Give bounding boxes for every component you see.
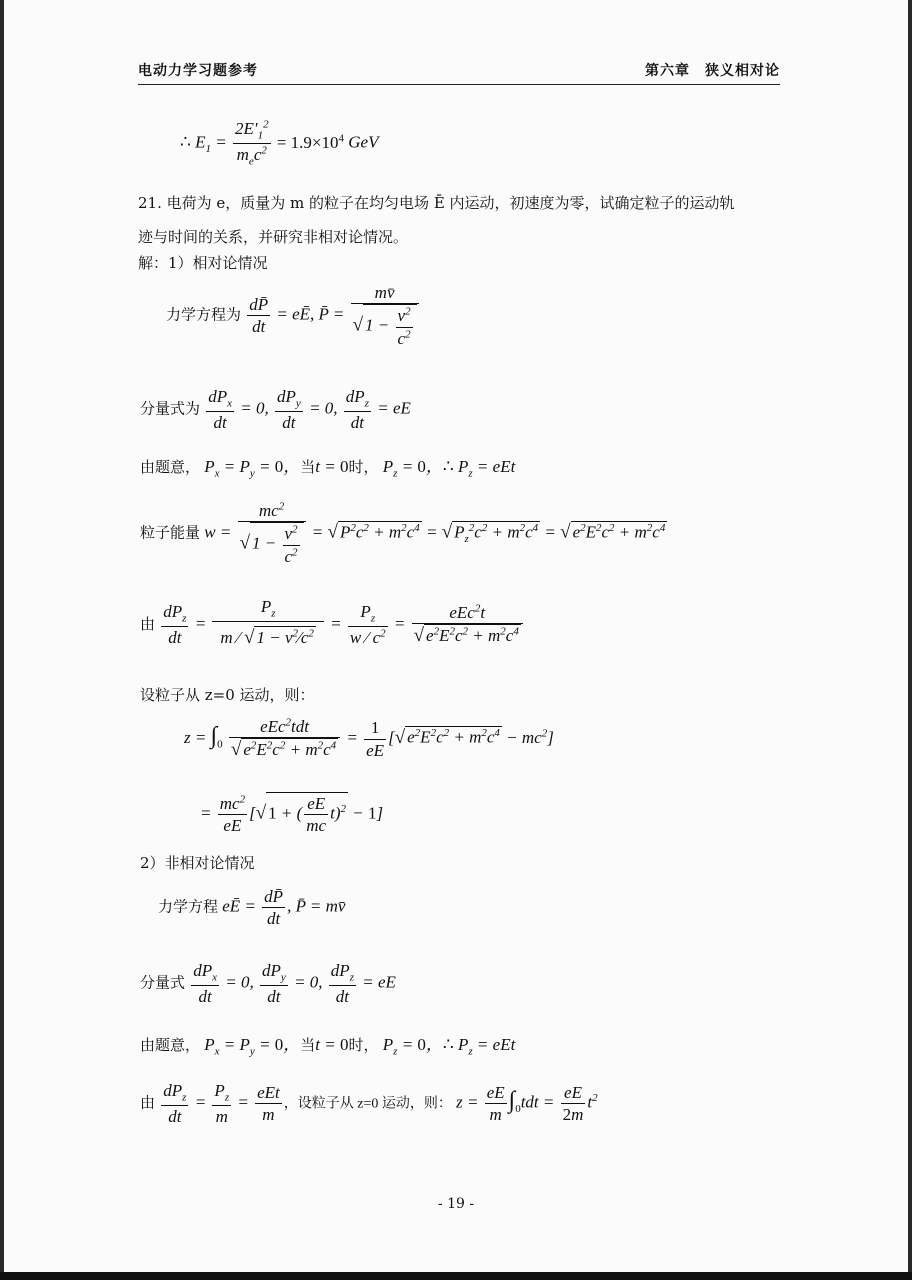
problem-statement-line1 [138,192,735,213]
label-nr-when: 当 [300,1038,316,1054]
eq-e1-result: ∴ $E_1$ = $\frac{2E'_1^2}{m_ec^2}$ = $1.9\times 10^4$ GeV [180,118,379,168]
eq-relativistic-given: 由题意， $P_x = P_y = 0$，当t = 0时， $P_z = 0$，∴ $P_z$ = eEt [140,457,516,480]
document-page [4,0,908,1272]
nonrelativistic-heading: 2）非相对论情况 [140,854,255,872]
eq-dpz-dt: 由 $\frac{dP_z}{dt}$ = $\frac{P_z}{m ⁄ √ 1 - v^2⁄c^2}$ = $\frac{P_z}{w ⁄ c^2}$ = $\frac{eEc^2t}{√ e^2E^2c^2 + m^2c^4}$ [140,596,525,654]
label-energy: 粒子能量 [140,525,201,542]
label-nr-force-eq: 力学方程 [158,899,219,916]
label-nr-components: 分量式 [140,975,186,992]
bottom-border [0,1272,912,1280]
header-chapter-title: 第六章 狭义相对论 [645,63,780,79]
relativistic-assume-line: 设粒子从 z=0 运动，则： [140,686,315,704]
eq-particle-energy: 粒子能量 w = $mc^2$ √ 1 − $\frac{v^2}{c^2}$ = √ $P^2c^2 + m^2c^4$ = √ $P_z^2c^2 + m^2c^4$ = √ $e^2E^2c^2 + m^2c^4$ [140,500,666,566]
eq-nonrelativistic-force: 力学方程 eĒ = $\frac{dP̄}{dt}$ , P̄ = mv̄ [158,887,346,929]
problem-number: 21. [138,194,162,212]
solution-intro: 解：1）相对论情况 [138,254,268,272]
eq-nonrelativistic-z: 由 $\frac{dP_z}{dt}$ = $\frac{P_z}{m}$ = $\frac{\text{eEt}}{m}$ ，设粒子从 z=0 运动，则： z = $\frac{eE}{m}$ $\int_0tdt$ = $\frac{eE}{2m}$ $t^2$ [140,1081,598,1127]
problem-statement-line2: 迹与时间的关系，并研究非相对论情况。 [138,228,409,246]
label-force-eq: 力学方程为 [166,307,242,324]
eq-nonrelativistic-given: 由题意， $P_x = P_y = 0$，当t = 0时， $P_z = 0$，∴ $P_z$ = eEt [140,1035,516,1058]
page-number: - 19 - [437,1196,475,1212]
eq-nonrelativistic-components: 分量式 $\frac{dP_x}{dt}$ = 0, $\frac{dP_y}{dt}$ = 0, $\frac{dP_z}{dt}$ = eE [140,961,396,1007]
label-from: 由 [140,616,156,633]
label-when: 当 [300,460,316,476]
label-nr-from: 由 [140,1095,156,1112]
label-nr-when-tail: 时， [348,1038,379,1054]
eq-z-simplified: = $\frac{mc^2}{eE}$ [√ 1 + ( $\frac{eE}{mc}$ t)$^2$ − 1] [200,793,384,836]
header-rule [138,84,780,85]
eq-relativistic-components: 分量式为 $\frac{dP_x}{dt}$ = 0, $\frac{dP_y}{dt}$ = 0, $\frac{dP_z}{dt}$ = eE [140,387,411,433]
label-nr-assume: ，设粒子从 z=0 运动，则： [283,1096,452,1112]
label-components: 分量式为 [140,401,201,418]
label-given: 由题意， [140,460,201,476]
problem-text-1: 电荷为 e，质量为 m 的粒子在均匀电场 Ē 内运动，初速度为零，试确定粒子的运动轨 [166,194,735,212]
eq-z-integral: $z = \int_0$ $\frac{eEc^2tdt}{√ e^2E^2c^2 + m^2c^4}$ = $\frac{1}{eE}$ [√ $e^2E^2c^2 + m^2c^4 - mc^2$] [184,716,554,761]
label-nr-given: 由题意， [140,1038,201,1054]
header-book-title: 电动力学习题参考 [138,63,258,79]
label-when-tail: 时， [348,460,379,476]
eq-relativistic-force: 力学方程为 $\frac{dP̄}{dt}$ = eĒ, P̄ = mv̄ √ 1 − $\frac{v^2}{c^2}$ [166,282,421,349]
